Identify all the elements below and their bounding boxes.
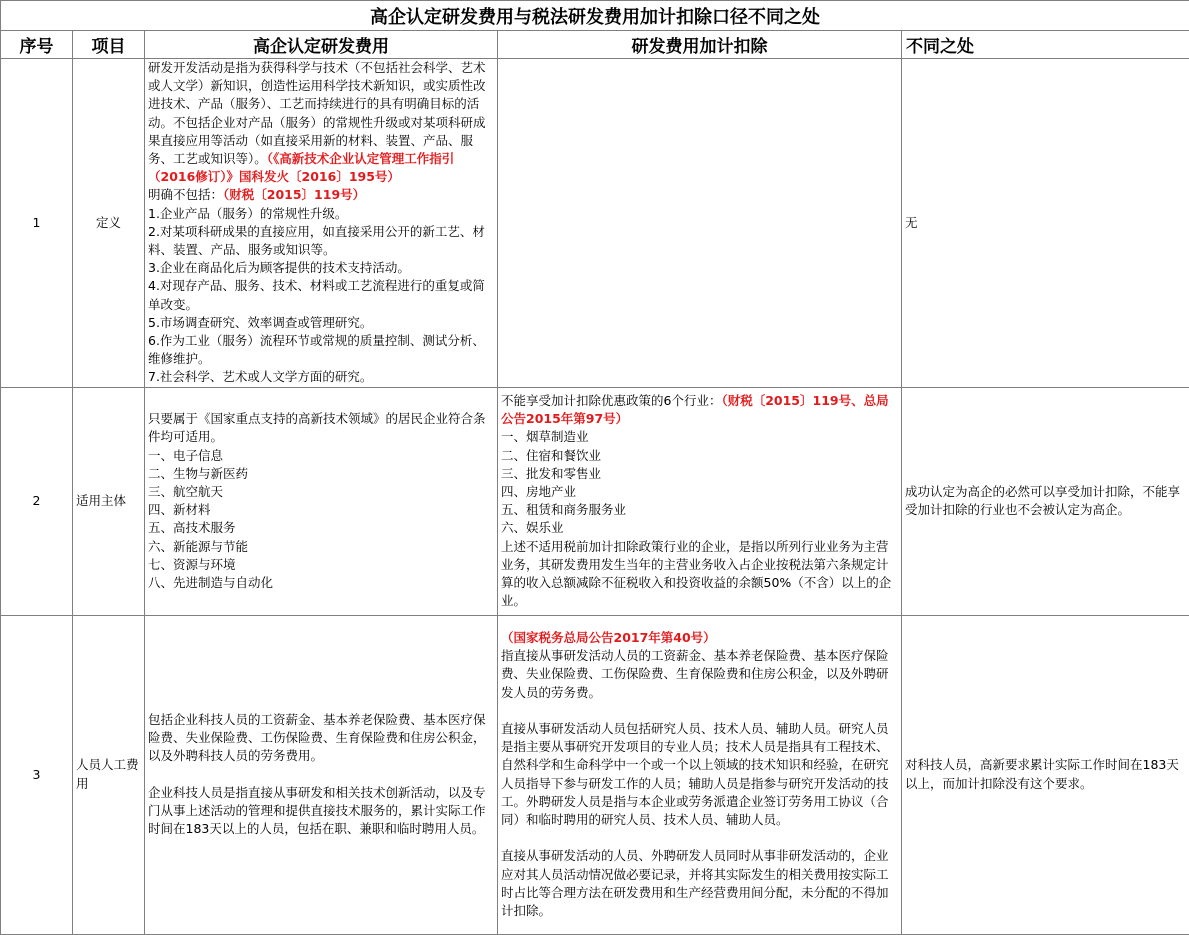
blank-line <box>501 702 898 720</box>
deduct-personnel-definition: 直接从事研发活动人员包括研究人员、技术人员、辅助人员。研究人员是指主要从事研究开发项目的专业人员；技术人员是指具有工程技术、自然科学和生命科学中一个或一个以上领域的技术知识和经验，在研究人员指导下参与研发工作的人员；辅助人员是指参与研究开发活动的技工。外聘研发人员是指与本企业或劳务派遣企业签订劳务用工协议（合同）和临时聘用的研究人员、技术人员、辅助人员。 <box>501 720 898 829</box>
item-cell: 定义 <box>73 59 145 388</box>
list-item: 五、高技术服务 <box>148 519 494 537</box>
list-item: 三、航空航天 <box>148 483 494 501</box>
hte-cell <box>145 59 498 388</box>
deduct-personnel-text: 指直接从事研发活动人员的工资薪金、基本养老保险费、基本医疗保险费、失业保险费、工伤保险费、生育保险费和住房公积金，以及外聘研发人员的劳务费。 <box>501 647 898 702</box>
header-seq: 序号 <box>1 31 73 59</box>
header-hte: 高企认定研发费用 <box>145 31 498 59</box>
blank-line <box>501 829 898 847</box>
deduct-personnel-allocation: 直接从事研发活动的人员、外聘研发人员同时从事非研发活动的，企业应对其人员活动情况做必要记录，并将其实际发生的相关费用按实际工时占比等合理方法在研发费用和生产经营费用间分配，未分配的不得加计扣除。 <box>501 847 898 920</box>
deduct-cell <box>498 59 902 388</box>
table-row <box>1 59 1189 388</box>
hte-scope-text: 只要属于《国家重点支持的高新技术领域》的居民企业符合条件均可适用。 <box>148 410 494 446</box>
diff-cell: 无 <box>902 59 1189 388</box>
list-item: 5.市场调查研究、效率调查或管理研究。 <box>148 314 494 332</box>
list-item: 7.社会科学、艺术或人文学方面的研究。 <box>148 368 494 386</box>
header-deduct: 研发费用加计扣除 <box>498 31 902 59</box>
list-item: 6.作为工业（服务）流程环节或常规的质量控制、测试分析、维修维护。 <box>148 332 494 368</box>
list-item: 六、新能源与节能 <box>148 538 494 556</box>
hte-definition-ref: （《高新技术企业认定管理工作指引（2016修订）》国科发火〔2016〕195号） <box>148 151 454 184</box>
list-item: 2.对某项科研成果的直接应用，如直接采用公开的新工艺、材料、装置、产品、服务或知识等。 <box>148 223 494 259</box>
hte-cell <box>145 387 498 615</box>
blank-line <box>148 766 494 784</box>
list-item: 一、烟草制造业 <box>501 428 898 446</box>
header-row <box>1 31 1189 59</box>
deduct-scope-text: 不能享受加计扣除优惠政策的6个行业： <box>501 393 721 408</box>
list-item: 六、娱乐业 <box>501 519 898 537</box>
deduct-personnel-ref: （国家税务总局公告2017年第40号） <box>501 629 898 647</box>
seq-cell: 1 <box>1 59 73 388</box>
item-cell: 人员人工费用 <box>73 615 145 934</box>
deduct-cell <box>498 387 902 615</box>
seq-cell: 3 <box>1 615 73 934</box>
hte-exclusion-ref: （财税〔2015〕119号） <box>223 187 365 202</box>
list-item: 3.企业在商品化后为顾客提供的技术支持活动。 <box>148 259 494 277</box>
list-item: 二、住宿和餐饮业 <box>501 447 898 465</box>
list-item: 五、租赁和商务服务业 <box>501 501 898 519</box>
table-row <box>1 615 1189 934</box>
list-item: 1.企业产品（服务）的常规性升级。 <box>148 205 494 223</box>
table-title: 高企认定研发费用与税法研发费用加计扣除口径不同之处 <box>1 1 1189 31</box>
header-item: 项目 <box>73 31 145 59</box>
table-row <box>1 387 1189 615</box>
deduct-cell <box>498 615 902 934</box>
diff-cell: 成功认定为高企的必然可以享受加计扣除，不能享受加计扣除的行业也不会被认定为高企。 <box>902 387 1189 615</box>
hte-definition-text: 研发开发活动是指为获得科学与技术（不包括社会科学、艺术或人文学）新知识，创造性运用科学技术新知识，或实质性改进技术、产品（服务）、工艺而持续进行的具有明确目标的活动。不包括企业对产品（服务）的常规性升级或对某项科研成果直接应用等活动（如直接采用新的材料、装置、产品、服务、工艺或知识等）。 <box>148 60 486 166</box>
hte-cell <box>145 615 498 934</box>
seq-cell: 2 <box>1 387 73 615</box>
header-diff: 不同之处 <box>902 31 1189 59</box>
title-row <box>1 1 1189 31</box>
diff-cell: 对科技人员，高新要求累计实际工作时间在183天以上，而加计扣除没有这个要求。 <box>902 615 1189 934</box>
deduct-scope-ref: （财税〔2015〕119号、总局公告2015年第97号） <box>501 393 889 426</box>
hte-exclusion-label: 明确不包括： <box>148 187 223 202</box>
list-item: 二、生物与新医药 <box>148 465 494 483</box>
hte-personnel-text: 包括企业科技人员的工资薪金、基本养老保险费、基本医疗保险费、失业保险费、工伤保险费、生育保险费和住房公积金，以及外聘科技人员的劳务费用。 <box>148 711 494 766</box>
list-item: 一、电子信息 <box>148 447 494 465</box>
item-cell: 适用主体 <box>73 387 145 615</box>
list-item: 八、先进制造与自动化 <box>148 574 494 592</box>
list-item: 七、资源与环境 <box>148 556 494 574</box>
list-item: 4.对现存产品、服务、技术、材料或工艺流程进行的重复或简单改变。 <box>148 277 494 313</box>
list-item: 三、批发和零售业 <box>501 465 898 483</box>
list-item: 四、新材料 <box>148 501 494 519</box>
deduct-scope-note: 上述不适用税前加计扣除政策行业的企业，是指以所列行业业务为主营业务，其研发费用发生当年的主营业务收入占企业按税法第六条规定计算的收入总额减除不征税收入和投资收益的余额50%（不含）以上的企业。 <box>501 538 898 611</box>
hte-personnel-definition: 企业科技人员是指直接从事研发和相关技术创新活动，以及专门从事上述活动的管理和提供直接技术服务的，累计实际工作时间在183天以上的人员，包括在职、兼职和临时聘用人员。 <box>148 784 494 839</box>
list-item: 四、房地产业 <box>501 483 898 501</box>
